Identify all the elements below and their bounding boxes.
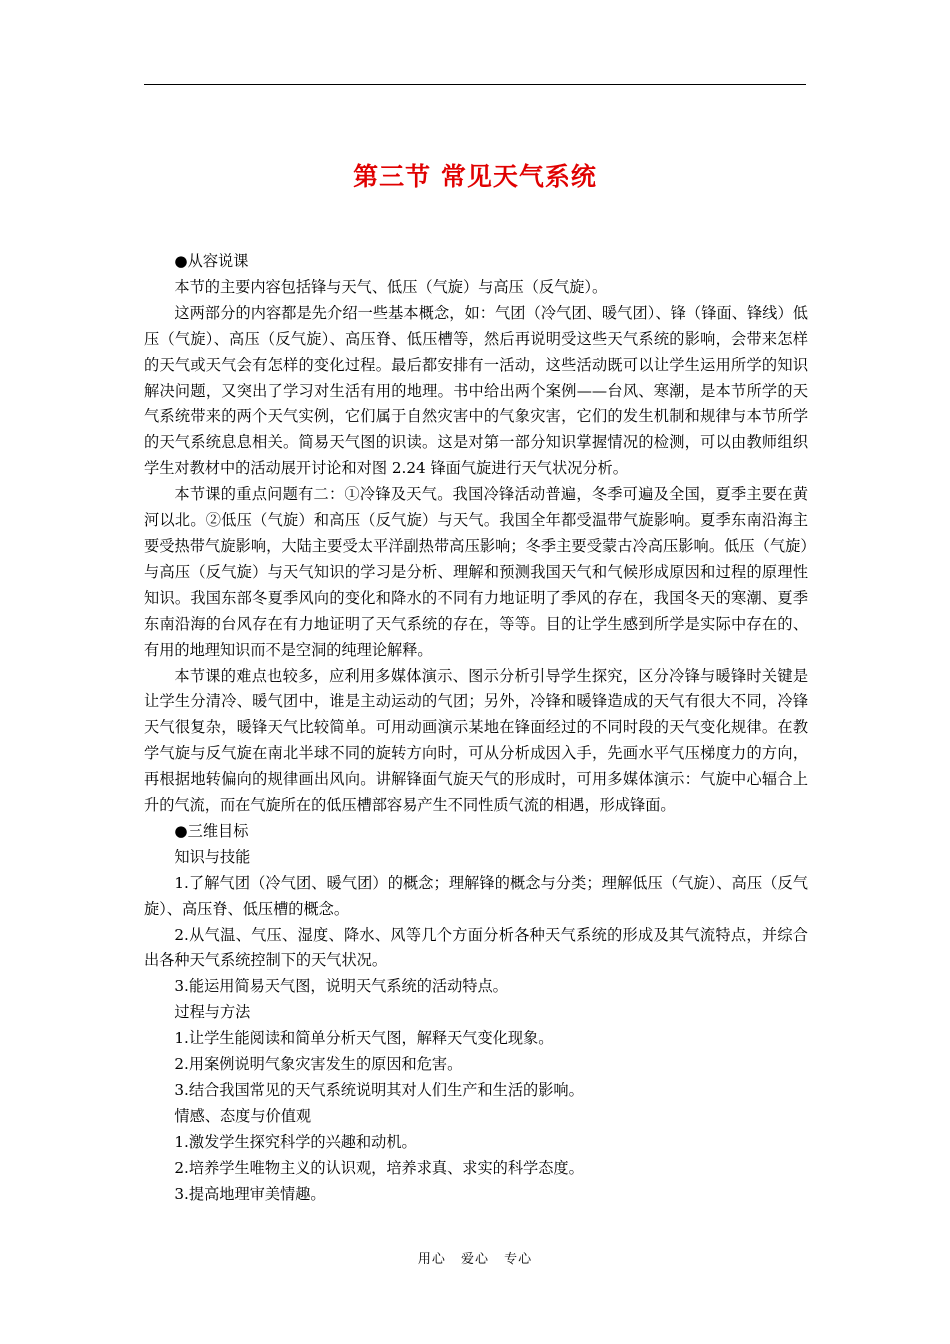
paragraph-intro: 本节的主要内容包括锋与天气、低压（气旋）与高压（反气旋）。 xyxy=(174,277,608,296)
list-item: 2.用案例说明气象灾害发生的原因和危害。 xyxy=(174,1055,463,1074)
list-item: 1.让学生能阅读和简单分析天气图，解释天气变化现象。 xyxy=(174,1029,554,1048)
list-item: 2.从气温、气压、湿度、降水、风等几个方面分析各种天气系统的形成及其气流特点，并综合出各种天气系统控制下的天气状况。 xyxy=(144,925,808,970)
footer-word: 用心 xyxy=(417,1252,446,1267)
document-body xyxy=(144,249,808,1208)
subheading-process: 过程与方法 xyxy=(174,1003,251,1022)
paragraph-content: 这两部分的内容都是先介绍一些基本概念，如：气团（冷气团、暖气团）、锋（锋面、锋线）低压（气旋）、高压（反气旋）、高压脊、低压槽等，然后再说明受这些天气系统的影响，会带来怎样的天气或天气会有怎样的变化过程。最后都安排有一活动，这些活动既可以让学生运用所学的知识解决问题，又突出了学习对生活有用的地理。书中给出两个案例——台风、寒潮，是本节所学的天气系统带来的两个天气实例，它们属于自然灾害中的气象灾害，它们的发生机制和规律与本节所学的天气系统息息相关。简易天气图的识读。这是对第一部分知识掌握情况的检测，可以由教师组织学生对教材中的活动展开讨论和对图 2.24 锋面气旋进行天气状况分析。 xyxy=(144,303,808,478)
footer-word: 爱心 xyxy=(460,1252,489,1267)
list-item: 1.了解气团（冷气团、暖气团）的概念；理解锋的概念与分类；理解低压（气旋）、高压（反气旋）、高压脊、低压槽的概念。 xyxy=(144,873,808,918)
list-item: 2.培养学生唯物主义的认识观，培养求真、求实的科学态度。 xyxy=(174,1158,584,1177)
list-item: 3.能运用简易天气图，说明天气系统的活动特点。 xyxy=(174,977,508,996)
page-footer xyxy=(0,1248,950,1267)
paragraph-key-points: 本节课的重点问题有二：①冷锋及天气。我国冷锋活动普遍，冬季可遍及全国，夏季主要在黄河以北。②低压（气旋）和高压（反气旋）与天气。我国全年都受温带气旋影响。夏季东南沿海主要受热带气旋影响，大陆主要受太平洋副热带高压影响；冬季主要受蒙古冷高压影响。低压（气旋）与高压（反气旋）与天气知识的学习是分析、理解和预测我国天气和气候形成原因和过程的原理性知识。我国东部冬夏季风向的变化和降水的不同有力地证明了季风的存在，我国冬天的寒潮、夏季东南沿海的台风存在有力地证明了天气系统的存在，等等。目的让学生感到所学是实际中存在的、有用的地理知识而不是空洞的纯理论解释。 xyxy=(144,485,808,659)
subheading-knowledge: 知识与技能 xyxy=(174,847,251,866)
footer-word: 专心 xyxy=(504,1252,533,1267)
paragraph-difficulties: 本节课的难点也较多，应利用多媒体演示、图示分析引导学生探究，区分冷锋与暖锋时关键是让学生分清冷、暖气团中，谁是主动运动的气团；另外，冷锋和暖锋造成的天气有很大不同，冷锋天气很复杂，暖锋天气比较简单。可用动画演示某地在锋面经过的不同时段的天气变化规律。在教学气旋与反气旋在南北半球不同的旋转方向时，可从分析成因入手，先画水平气压梯度力的方向，再根据地转偏向的规律画出风向。讲解锋面气旋天气的形成时，可用多媒体演示：气旋中心辐合上升的气流，而在气旋所在的低压槽部容易产生不同性质气流的相遇，形成锋面。 xyxy=(144,666,808,815)
page-title: 第三节 常见天气系统 xyxy=(353,162,597,191)
list-item: 1.激发学生探究科学的兴趣和动机。 xyxy=(174,1132,417,1151)
section-heading-shuoke: ●从容说课 xyxy=(174,252,249,270)
list-item: 3.提高地理审美情趣。 xyxy=(174,1184,326,1203)
list-item: 3.结合我国常见的天气系统说明其对人们生产和生活的影响。 xyxy=(174,1081,584,1099)
subheading-attitude: 情感、态度与价值观 xyxy=(174,1106,312,1125)
header-rule xyxy=(144,84,806,85)
section-heading-goals: ●三维目标 xyxy=(174,821,249,840)
